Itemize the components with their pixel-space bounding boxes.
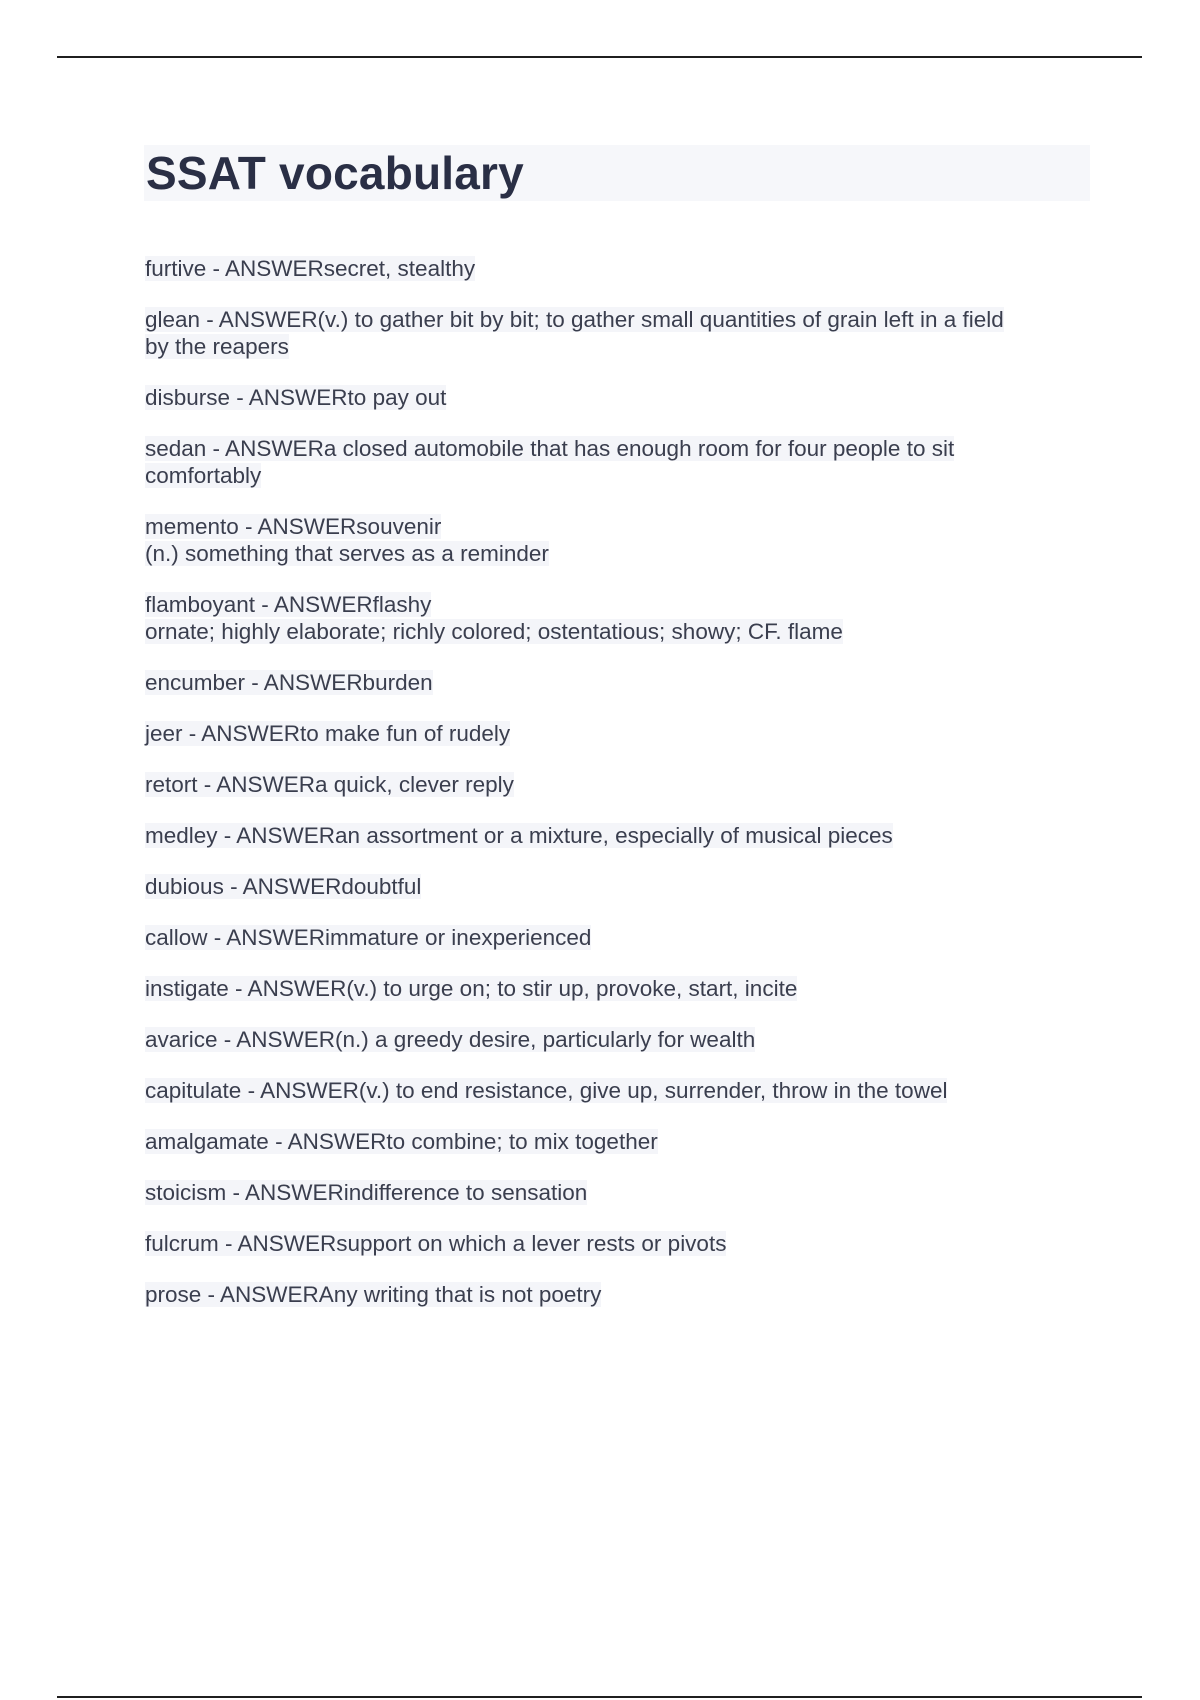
- list-item: [145, 720, 1105, 747]
- entry-text: callow - ANSWERimmature or inexperienced: [145, 925, 592, 950]
- vocabulary-list: [145, 255, 1105, 1332]
- entry-text-continued: (n.) something that serves as a reminder: [145, 541, 549, 566]
- page-title: SSAT vocabulary: [146, 147, 524, 199]
- list-item: [145, 255, 1105, 282]
- entry-text: instigate - ANSWER(v.) to urge on; to stir up, provoke, start, incite: [145, 976, 798, 1001]
- top-rule: [57, 56, 1142, 58]
- list-item: [145, 384, 1105, 411]
- entry-text: encumber - ANSWERburden: [145, 670, 433, 695]
- entry-text: medley - ANSWERan assortment or a mixture, especially of musical pieces: [145, 823, 893, 848]
- entry-text: glean - ANSWER(v.) to gather bit by bit; to gather small quantities of grain left in a field: [145, 307, 1004, 332]
- entry-text: dubious - ANSWERdoubtful: [145, 874, 422, 899]
- entry-text: sedan - ANSWERa closed automobile that has enough room for four people to sit: [145, 436, 955, 461]
- entry-text-continued: by the reapers: [145, 334, 289, 359]
- bottom-rule: [57, 1696, 1142, 1698]
- entry-text-continued: ornate; highly elaborate; richly colored; ostentatious; showy; CF. flame: [145, 619, 843, 644]
- list-item: [145, 591, 1105, 645]
- list-item: [145, 669, 1105, 696]
- entry-text: fulcrum - ANSWERsupport on which a lever rests or pivots: [145, 1231, 727, 1256]
- list-item: [145, 873, 1105, 900]
- entry-text: retort - ANSWERa quick, clever reply: [145, 772, 514, 797]
- entry-text: jeer - ANSWERto make fun of rudely: [145, 721, 511, 746]
- list-item: [145, 1230, 1105, 1257]
- list-item: [145, 1128, 1105, 1155]
- entry-text: disburse - ANSWERto pay out: [145, 385, 447, 410]
- entry-text: capitulate - ANSWER(v.) to end resistance, give up, surrender, throw in the towel: [145, 1078, 948, 1103]
- list-item: [145, 771, 1105, 798]
- list-item: [145, 924, 1105, 951]
- list-item: [145, 1179, 1105, 1206]
- list-item: [145, 1026, 1105, 1053]
- entry-text: stoicism - ANSWERindifference to sensation: [145, 1180, 588, 1205]
- entry-text: prose - ANSWERAny writing that is not poetry: [145, 1282, 602, 1307]
- entry-text: flamboyant - ANSWERflashy: [145, 592, 432, 617]
- list-item: [145, 822, 1105, 849]
- entry-text: furtive - ANSWERsecret, stealthy: [145, 256, 476, 281]
- entry-text: memento - ANSWERsouvenir: [145, 514, 442, 539]
- list-item: [145, 1281, 1105, 1308]
- list-item: [145, 975, 1105, 1002]
- list-item: [145, 1077, 1105, 1104]
- list-item: [145, 513, 1105, 567]
- entry-text-continued: comfortably: [145, 463, 262, 488]
- list-item: [145, 306, 1105, 360]
- list-item: [145, 435, 1105, 489]
- entry-text: amalgamate - ANSWERto combine; to mix together: [145, 1129, 658, 1154]
- entry-text: avarice - ANSWER(n.) a greedy desire, particularly for wealth: [145, 1027, 756, 1052]
